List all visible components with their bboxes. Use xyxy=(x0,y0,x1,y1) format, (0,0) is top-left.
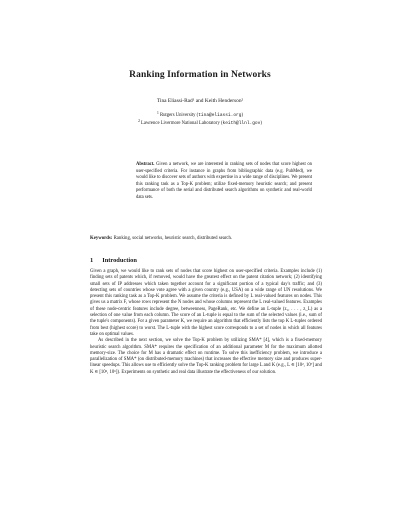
paper-title: Ranking Information in Networks xyxy=(129,70,271,80)
section-heading xyxy=(90,257,137,264)
keywords-text: Ranking, social networks, heuristic search, distributed search. xyxy=(113,236,233,241)
abstract-text: Given a network, we are interested in ranking sets of nodes that score highest on user-specified criteria. For instance in graphs from bibliographic data (e.g. PubMed), we would like to discover sets of authors with expertise in a wide range of disciplines. We present this ranking task as a Top-K problem; utilize fixed-memory heuristic search; and present performance of both the serial and distributed search algorithms on synthetic and real-world data sets. xyxy=(136,162,312,200)
body-text xyxy=(90,269,322,376)
affiliation-email: keith@llnl.gov xyxy=(222,121,261,126)
affiliation-name: Lawrence Livermore National Laboratory ( xyxy=(141,121,223,126)
affiliation-2 xyxy=(0,121,400,126)
affiliation-mark: 1 xyxy=(156,111,159,115)
affiliation-mark: 2 xyxy=(138,119,140,123)
paper-authors: Tina Eliassi-Rad¹ and Keith Henderson² xyxy=(156,98,244,104)
affiliation-close: ) xyxy=(260,121,262,126)
affiliation-close: ) xyxy=(241,113,244,118)
abstract-label: Abstract. xyxy=(136,162,155,167)
affiliation-1 xyxy=(0,113,400,118)
abstract xyxy=(136,162,312,201)
keywords xyxy=(90,236,322,241)
body-paragraph: Given a graph, we would like to rank sets of nodes that score highest on user-specified criteria. Examples include (1) finding sets of patents which, if removed, would have the greatest effect on the patent citation network; (2) identifying small sets of IP addresses which taken together account for a significant portion of a typical day's traffic; and (3) detecting sets of countries whose vote agree with a given country (e.g., USA) on a wide range of UN resolutions. We present this ranking task as a Top-K problem. We assume the criteria is defined by L real-valued features on nodes. This gives us a matrix F, whose rows represent the N nodes and whose columns represent the L real-valued features. Examples of these node-centric features include degree, betweenness, PageRank, etc. We define an L-tuple (z₁, . . . , z_L) as a selection of one value from each column. The score of an L-tuple is equal to the sum of the selected values (i.e., sum of the tuple's components). For a given parameter K, we require an algorithm that efficiently lists the top K L-tuples ordered from best (highest score) to worst. The L-tuple with the highest score corresponds to a set of nodes in which all features take on optimal values. xyxy=(90,269,322,337)
affiliation-name: Rutgers University ( xyxy=(159,113,199,118)
body-paragraph: As described in the next section, we solve the Top-K problem by utilizing SMA* [4], which is a fixed-memory heuristic search algorithm. SMA* requires the specification of an additional parameter M for the maximum allotted memory-size. The choice for M has a dramatic effect on runtime. To solve this inefficiency problem, we introduce a parallelization of SMA* (on distributed-memory machines) that increases the effective memory size and produces super-linear speedups. This allows use to efficiently solve the Top-K ranking problem for large L and K (e.g., L ∈ [10², 10⁷] and K ∈ [10³, 10⁶]). Experiments on synthetic and real data illustrate the effectiveness of our solution. xyxy=(90,338,322,375)
section-title: Introduction xyxy=(102,257,137,264)
affiliation-email: tina@eliassi.org xyxy=(198,113,242,118)
keywords-label: Keywords: xyxy=(90,236,113,241)
section-number: 1 xyxy=(90,257,94,264)
